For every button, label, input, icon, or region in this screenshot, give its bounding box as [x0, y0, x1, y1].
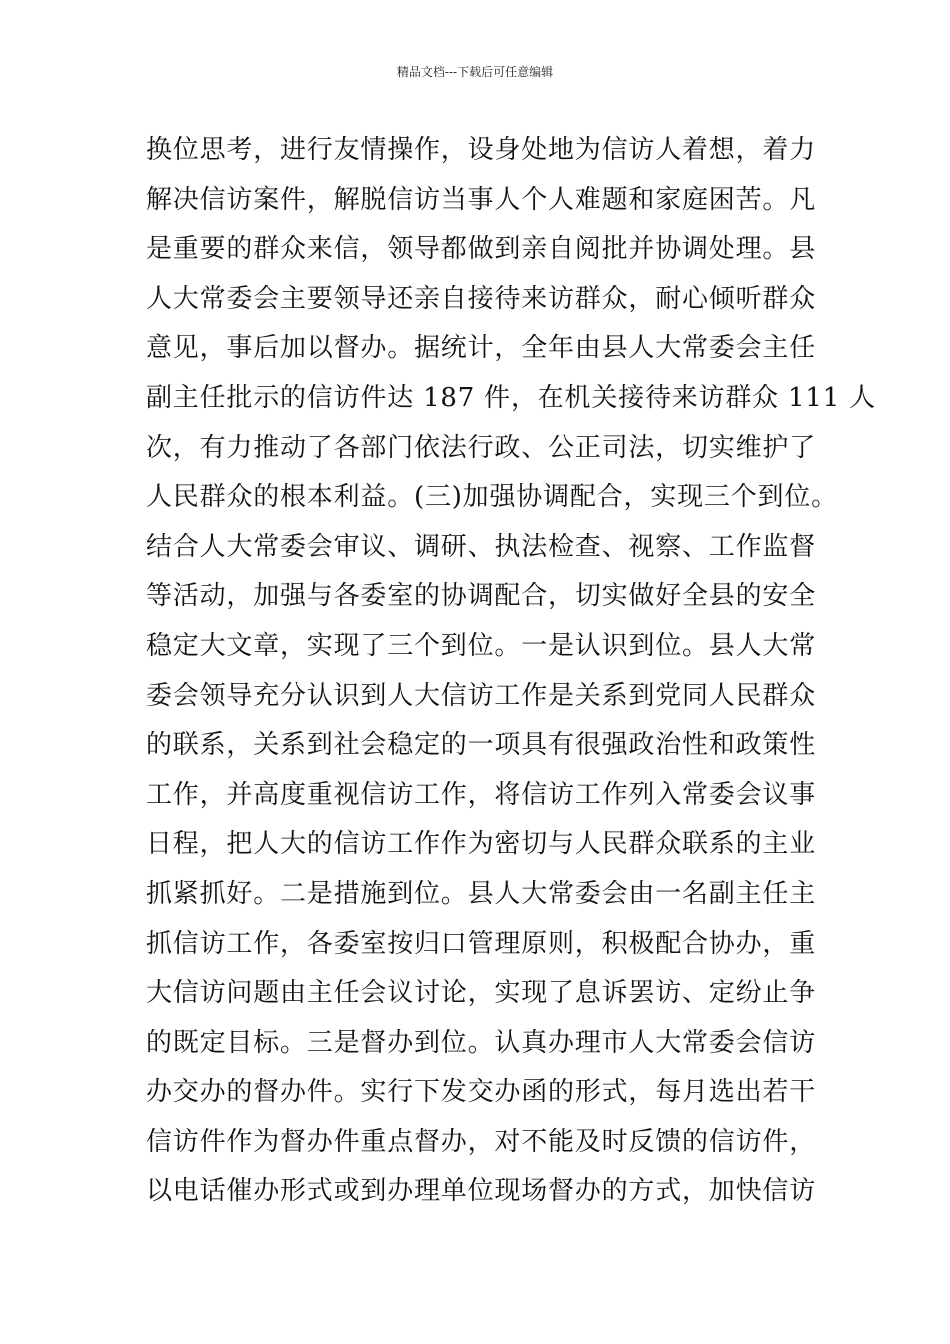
body-line: 稳定大文章，实现了三个到位。一是认识到位。县人大常 [146, 630, 817, 661]
body-line: 人大常委会主要领导还亲自接待来访群众，耐心倾听群众 [146, 283, 817, 314]
body-line: 换位思考，进行友情操作，设身处地为信访人着想，着力 [146, 135, 817, 165]
body-line: 解决信访案件，解脱信访当事人个人难题和家庭困苦。凡 [146, 184, 817, 215]
body-line: 委会领导充分认识到人大信访工作是关系到党同人民群众 [146, 680, 817, 711]
body-line: 抓紧抓好。二是措施到位。县人大常委会由一名副主任主 [146, 878, 817, 909]
body-line: 大信访问题由主任会议讨论，实现了息诉罢访、定纷止争 [146, 978, 817, 1009]
page-header: 精品文档---下载后可任意编辑 [396, 65, 554, 79]
body-line: 信访件作为督办件重点督办，对不能及时反馈的信访件， [146, 1126, 817, 1157]
body-line: 的联系，关系到社会稳定的一项具有很强政治性和政策性 [146, 730, 817, 761]
body-line: 副主任批示的信访件达 187 件，在机关接待来访群众 111 人 [146, 382, 876, 413]
body-line: 抓信访工作，各委室按归口管理原则，积极配合协办，重 [146, 928, 817, 959]
body-line: 办交办的督办件。实行下发交办函的形式，每月选出若干 [146, 1077, 817, 1108]
document-body [146, 126, 876, 1217]
body-line: 以电话催办形式或到办理单位现场督办的方式，加快信访 [146, 1176, 817, 1207]
body-line: 次，有力推动了各部门依法行政、公正司法，切实维护了 [146, 432, 817, 463]
body-line: 是重要的群众来信，领导都做到亲自阅批并协调处理。县 [146, 234, 817, 265]
body-line: 人民群众的根本利益。(三)加强协调配合，实现三个到位。 [146, 482, 838, 513]
body-line: 等活动，加强与各委室的协调配合，切实做好全县的安全 [146, 581, 817, 612]
body-line: 结合人大常委会审议、调研、执法检查、视察、工作监督 [146, 531, 817, 562]
body-line: 工作，并高度重视信访工作，将信访工作列入常委会议事 [146, 779, 817, 810]
body-line: 日程，把人大的信访工作作为密切与人民群众联系的主业 [146, 829, 817, 860]
body-line: 的既定目标。三是督办到位。认真办理市人大常委会信访 [146, 1027, 817, 1058]
body-line: 意见，事后加以督办。据统计，全年由县人大常委会主任 [146, 333, 817, 364]
